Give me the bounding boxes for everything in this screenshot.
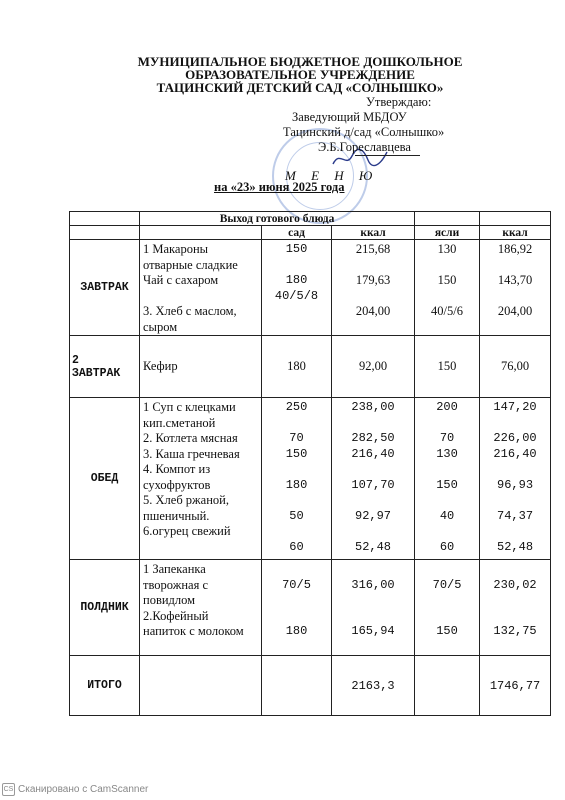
kcal: 147,20 xyxy=(493,400,537,414)
portion xyxy=(262,258,331,274)
header-kcal-yasli: ккал xyxy=(480,226,551,240)
kcal: 179,63 xyxy=(355,273,391,287)
kcal: 226,00 xyxy=(493,431,537,445)
portion xyxy=(415,289,479,305)
kcal: 316,00 xyxy=(351,577,395,592)
kcal xyxy=(480,493,550,509)
kcal: 204,00 xyxy=(355,304,391,318)
meal-name: ОБЕД xyxy=(70,398,140,560)
meal-name-line: 2 xyxy=(72,353,79,367)
dish-line: 2. Котлета мясная xyxy=(143,431,238,445)
kcal: 132,75 xyxy=(493,624,537,638)
kcal xyxy=(332,562,414,578)
yasli-kcal xyxy=(480,560,551,656)
organization-header xyxy=(100,55,500,94)
kcal xyxy=(480,462,550,478)
sad-kcal xyxy=(332,240,415,336)
kcal xyxy=(480,562,550,578)
approver-position: Заведующий МБДОУ xyxy=(292,110,407,124)
portion xyxy=(415,462,479,478)
yasli-portions xyxy=(415,240,480,336)
kcal: 282,50 xyxy=(351,431,395,445)
kcal xyxy=(480,258,550,274)
kcal: 143,70 xyxy=(497,273,533,287)
sad-portions xyxy=(262,240,332,336)
dish-line: Чай с сахаром xyxy=(143,273,219,287)
portion: 60 xyxy=(289,539,304,554)
yasli-portions xyxy=(415,560,480,656)
table-row xyxy=(70,240,551,336)
header-yasli: ясли xyxy=(415,226,480,240)
kcal: 238,00 xyxy=(351,400,395,414)
approve-label: Утверждаю: xyxy=(366,95,432,109)
dish-list xyxy=(140,240,262,336)
portion: 180 xyxy=(285,273,308,287)
portion xyxy=(415,562,479,578)
sad-kcal xyxy=(332,560,415,656)
portion: 150 xyxy=(285,446,308,461)
kcal: 96,93 xyxy=(497,477,534,492)
portion xyxy=(262,609,331,625)
table-row xyxy=(70,336,551,398)
sad-kcal xyxy=(332,398,415,560)
menu-title: М Е Н Ю xyxy=(285,168,379,183)
org-line-1: МУНИЦИПАЛЬНОЕ БЮДЖЕТНОЕ ДОШКОЛЬНОЕ xyxy=(137,54,463,69)
meal-name: ЗАВТРАК xyxy=(70,240,140,336)
kcal xyxy=(480,416,550,432)
kcal: 92,97 xyxy=(355,508,392,523)
dish-line: кип.сметаной xyxy=(143,415,216,430)
portion: 250 xyxy=(285,400,308,414)
total-kcal-sad: 2163,3 xyxy=(332,656,415,716)
kcal: 76,00 xyxy=(480,336,551,398)
portion: 150 xyxy=(415,336,480,398)
dish-line: повидлом xyxy=(143,593,196,607)
kcal: 165,94 xyxy=(351,624,395,638)
sad-portions xyxy=(262,398,332,560)
table-row xyxy=(70,560,551,656)
yasli-kcal xyxy=(480,240,551,336)
kcal: 204,00 xyxy=(497,304,533,318)
scanner-footer xyxy=(2,783,148,796)
dish-list xyxy=(140,398,262,560)
signature-line xyxy=(355,155,420,156)
approver-organization: Тацинский д/сад «Солнышко» xyxy=(283,125,445,139)
kcal xyxy=(332,493,414,509)
portion: 130 xyxy=(436,446,458,461)
org-line-3: ТАЦИНСКИЙ ДЕТСКИЙ САД «СОЛНЫШКО» xyxy=(156,80,444,95)
scanner-text: Сканировано с CamScanner xyxy=(18,784,149,796)
dish-line: отварные сладкие xyxy=(143,257,238,272)
meal-name-line: ЗАВТРАК xyxy=(72,366,121,380)
portion: 70 xyxy=(289,431,304,445)
dish: Кефир xyxy=(140,336,262,398)
kcal: 215,68 xyxy=(355,242,391,256)
table-header-row xyxy=(70,212,551,226)
portion: 180 xyxy=(285,624,308,638)
portion: 70/5 xyxy=(282,577,311,592)
portion xyxy=(262,562,331,578)
kcal xyxy=(332,609,414,625)
dish-line: 1 Запеканка xyxy=(143,562,206,576)
kcal: 216,40 xyxy=(493,446,537,461)
kcal xyxy=(332,258,414,274)
dish-line: напиток с молоком xyxy=(143,624,244,638)
table-subheader-row xyxy=(70,226,551,240)
kcal xyxy=(480,524,550,540)
table-total-row xyxy=(70,656,551,716)
dish-line: 1 Макароны xyxy=(143,242,209,256)
portion: 150 xyxy=(437,273,457,287)
portion: 40/5/8 xyxy=(274,288,319,303)
yasli-kcal xyxy=(480,398,551,560)
header-kcal-sad: ккал xyxy=(332,226,415,240)
portion xyxy=(415,258,479,274)
portion: 180 xyxy=(285,477,308,492)
dish-list xyxy=(140,560,262,656)
dish-line: пшеничный. xyxy=(143,508,210,523)
kcal: 230,02 xyxy=(493,577,537,592)
kcal xyxy=(332,593,414,609)
kcal: 52,48 xyxy=(355,539,392,554)
dish-line: 1 Суп с клецками xyxy=(143,400,236,414)
kcal xyxy=(480,593,550,609)
dish-line: 4. Компот из xyxy=(143,462,211,476)
portion xyxy=(415,493,479,509)
portion xyxy=(415,609,479,625)
portion: 150 xyxy=(436,624,458,638)
dish-line: 2.Кофейный xyxy=(143,608,209,623)
kcal: 74,37 xyxy=(497,508,534,523)
dish-line: сыром xyxy=(143,319,178,334)
header-sad: сад xyxy=(262,226,332,240)
org-line-2: ОБРАЗОВАТЕЛЬНОЕ УЧРЕЖДЕНИЕ xyxy=(185,67,415,82)
portion: 60 xyxy=(439,539,455,554)
meal-name xyxy=(70,336,140,398)
dish-line: творожная с xyxy=(143,577,209,592)
kcal: 186,92 xyxy=(497,242,533,256)
portion: 130 xyxy=(437,242,457,256)
dish-line: сухофруктов xyxy=(143,477,211,492)
dish-line: 3. Каша гречневая xyxy=(143,446,240,461)
portion: 180 xyxy=(262,336,332,398)
sad-portions xyxy=(262,560,332,656)
portion xyxy=(415,524,479,540)
dish-line: 5. Хлеб ржаной, xyxy=(143,493,229,507)
dish-line xyxy=(143,289,261,305)
meal-name: ПОЛДНИК xyxy=(70,560,140,656)
table-row xyxy=(70,398,551,560)
portion xyxy=(262,462,331,478)
camscanner-icon: CS xyxy=(2,783,15,796)
portion: 40/5/6 xyxy=(431,304,463,318)
kcal: 216,40 xyxy=(351,446,395,461)
kcal xyxy=(480,289,550,305)
portion: 150 xyxy=(285,242,308,256)
portion xyxy=(262,593,331,609)
kcal xyxy=(332,416,414,432)
kcal xyxy=(480,609,550,625)
kcal xyxy=(332,462,414,478)
portion xyxy=(262,493,331,509)
dish-line: 3. Хлеб с маслом, xyxy=(143,304,237,318)
header-output: Выход готового блюда xyxy=(140,212,415,226)
approver-name: Э.Б.Гореславцева xyxy=(318,140,411,154)
kcal xyxy=(332,289,414,305)
yasli-portions xyxy=(415,398,480,560)
portion: 50 xyxy=(289,508,304,523)
dish-line: 6.огурец свежий xyxy=(143,524,231,538)
portion xyxy=(262,416,331,432)
portion: 70/5 xyxy=(432,577,462,592)
portion xyxy=(262,524,331,540)
portion: 150 xyxy=(436,477,458,492)
total-kcal-yasli: 1746,77 xyxy=(480,656,551,716)
portion: 40 xyxy=(439,508,455,523)
menu-table xyxy=(69,211,551,716)
kcal: 52,48 xyxy=(497,539,534,554)
portion: 70 xyxy=(439,431,455,445)
portion: 200 xyxy=(436,400,458,414)
kcal xyxy=(332,524,414,540)
menu-date: на «23» июня 2025 года xyxy=(214,180,345,194)
portion xyxy=(415,593,479,609)
kcal: 107,70 xyxy=(351,477,395,492)
portion xyxy=(415,416,479,432)
total-label: ИТОГО xyxy=(70,656,140,716)
kcal: 92,00 xyxy=(332,336,415,398)
